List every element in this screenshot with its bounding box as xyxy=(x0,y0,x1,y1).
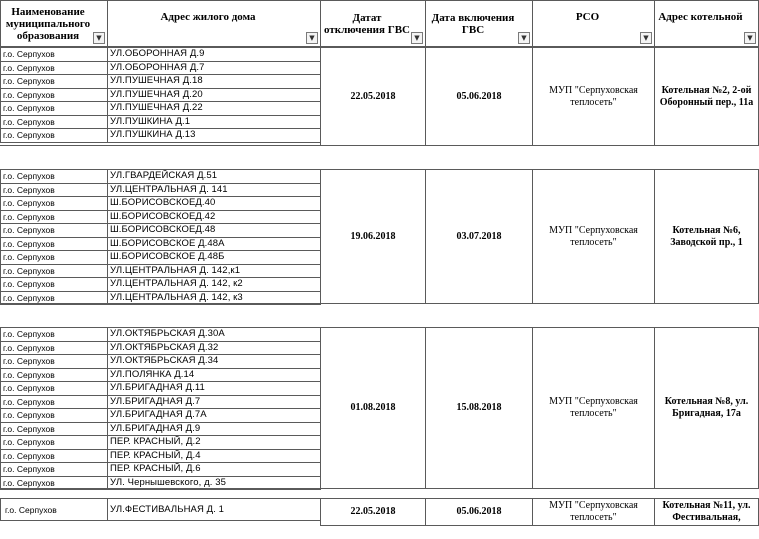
off-date-cell[interactable] xyxy=(320,47,426,146)
filter-dropdown-icon[interactable]: ▼ xyxy=(640,32,652,44)
table-row-address[interactable]: УЛ.ЦЕНТРАЛЬНАЯ Д. 142,к1 xyxy=(107,264,321,279)
on-date-cell-text: 15.08.2018 xyxy=(456,402,502,413)
table-row-address[interactable]: УЛ.БРИГАДНАЯ Д.7 xyxy=(107,395,321,410)
table-row-municipality[interactable]: г.о. Серпухов xyxy=(0,128,108,143)
rso-cell[interactable] xyxy=(532,47,655,146)
table-row-municipality[interactable]: г.о. Серпухов xyxy=(0,183,108,198)
table-row-municipality[interactable]: г.о. Серпухов xyxy=(0,381,108,396)
table-row-municipality[interactable]: г.о. Серпухов xyxy=(0,88,108,103)
header-address-label: Адрес жилого дома xyxy=(160,11,256,23)
table-row-address[interactable]: УЛ. Чернышевского, д. 35 xyxy=(107,476,321,491)
table-row-municipality[interactable]: г.о. Серпухов xyxy=(0,435,108,450)
table-row-municipality[interactable]: г.о. Серпухов xyxy=(0,368,108,383)
table-row-municipality[interactable]: г.о. Серпухов xyxy=(0,101,108,116)
table-row-municipality[interactable]: г.о. Серпухов xyxy=(0,354,108,369)
table-row-municipality[interactable]: г.о. Серпухов xyxy=(0,341,108,356)
table-row-address[interactable]: УЛ.ОБОРОННАЯ Д.9 xyxy=(107,47,321,62)
off-date-cell-text: 22.05.2018 xyxy=(350,506,396,517)
header-rso-label: РСО xyxy=(575,11,600,23)
table-row-municipality[interactable]: г.о. Серпухов xyxy=(0,449,108,464)
table-row-municipality[interactable]: г.о. Серпухов xyxy=(0,395,108,410)
on-date-cell[interactable] xyxy=(425,169,533,304)
rso-cell-text: МУП "Серпуховская теплосеть" xyxy=(549,396,638,419)
rso-cell-text: МУП "Серпуховская теплосеть" xyxy=(549,84,638,108)
table-row-address[interactable]: УЛ.ФЕСТИВАЛЬНАЯ Д. 1 xyxy=(107,498,321,521)
header-municipality xyxy=(0,0,108,47)
table-row-municipality[interactable]: г.о. Серпухов xyxy=(0,115,108,130)
table-row-address[interactable]: УЛ.БРИГАДНАЯ Д.11 xyxy=(107,381,321,396)
header-off-date xyxy=(320,0,426,47)
table-row-address[interactable]: УЛ.ПУШЕЧНАЯ Д.20 xyxy=(107,88,321,103)
boiler-address-cell[interactable] xyxy=(654,498,759,526)
table-row-address[interactable]: УЛ.ПУШКИНА Д.1 xyxy=(107,115,321,130)
table-row-municipality[interactable]: г.о. Серпухов xyxy=(0,291,108,306)
table-row-address[interactable]: ПЕР. КРАСНЫЙ, Д.6 xyxy=(107,462,321,477)
table-row-address[interactable]: УЛ.ОКТЯБРЬСКАЯ Д.32 xyxy=(107,341,321,356)
table-row-address[interactable]: ПЕР. КРАСНЫЙ, Д.4 xyxy=(107,449,321,464)
header-municipality-label: Наименование муниципального образования xyxy=(5,5,91,42)
on-date-cell-text: 05.06.2018 xyxy=(456,506,502,517)
off-date-cell-text: 19.06.2018 xyxy=(350,230,396,242)
on-date-cell[interactable] xyxy=(425,498,533,526)
on-date-cell[interactable] xyxy=(425,327,533,489)
table-row-address[interactable]: УЛ.ПОЛЯНКА Д.14 xyxy=(107,368,321,383)
header-on-date xyxy=(425,0,533,47)
table-row-municipality[interactable]: г.о. Серпухов xyxy=(0,250,108,265)
table-row-address[interactable]: Ш.БОРИСОВСКОЕД.42 xyxy=(107,210,321,225)
table-row-address[interactable]: УЛ.БРИГАДНАЯ Д.9 xyxy=(107,422,321,437)
rso-cell[interactable] xyxy=(532,169,655,304)
off-date-cell[interactable] xyxy=(320,327,426,489)
header-off-date-label: Датат отключения ГВС xyxy=(324,11,410,36)
table-row-address[interactable]: УЛ.ОКТЯБРЬСКАЯ Д.34 xyxy=(107,354,321,369)
on-date-cell[interactable] xyxy=(425,47,533,146)
table-row-address[interactable]: УЛ.ПУШКИНА Д.13 xyxy=(107,128,321,143)
boiler-address-cell-text: Котельная №11, ул. Фестивальная, xyxy=(662,500,751,523)
table-row-municipality[interactable]: г.о. Серпухов xyxy=(0,47,108,62)
table-row-municipality[interactable]: г.о. Серпухов xyxy=(0,61,108,76)
filter-dropdown-icon[interactable]: ▼ xyxy=(93,32,105,44)
header-boiler-label: Адрес котельной xyxy=(658,11,743,23)
off-date-cell[interactable] xyxy=(320,169,426,304)
table-row-municipality[interactable]: г.о. Серпухов xyxy=(0,462,108,477)
table-row-address[interactable]: УЛ.ОКТЯБРЬСКАЯ Д.30А xyxy=(107,327,321,342)
header-rso xyxy=(532,0,655,47)
table-row-municipality[interactable]: г.о. Серпухов xyxy=(0,498,108,521)
table-row-address[interactable]: УЛ.ГВАРДЕЙСКАЯ Д.51 xyxy=(107,169,321,184)
table-row-address[interactable]: УЛ.ЦЕНТРАЛЬНАЯ Д. 142, к3 xyxy=(107,291,321,306)
table-row-municipality[interactable]: г.о. Серпухов xyxy=(0,422,108,437)
filter-dropdown-icon[interactable]: ▼ xyxy=(744,32,756,44)
header-boiler xyxy=(654,0,759,47)
table-row-address[interactable]: Ш.БОРИСОВСКОЕД.40 xyxy=(107,196,321,211)
table-row-address[interactable]: Ш.БОРИСОВСКОЕ Д.48Б xyxy=(107,250,321,265)
off-date-cell[interactable] xyxy=(320,498,426,526)
empty-separator-row xyxy=(0,488,759,499)
table-row-address[interactable]: УЛ.ПУШЕЧНАЯ Д.22 xyxy=(107,101,321,116)
boiler-address-cell-text: Котельная №8, ул. Бригадная, 17а xyxy=(664,396,749,419)
on-date-cell-text: 03.07.2018 xyxy=(456,230,502,242)
table-row-municipality[interactable]: г.о. Серпухов xyxy=(0,476,108,491)
rso-cell[interactable] xyxy=(532,327,655,489)
table-row-municipality[interactable]: г.о. Серпухов xyxy=(0,237,108,252)
rso-cell-text: МУП "Серпуховская теплосеть" xyxy=(549,224,638,248)
table-row-municipality[interactable]: г.о. Серпухов xyxy=(0,74,108,89)
off-date-cell-text: 22.05.2018 xyxy=(350,90,396,102)
rso-cell[interactable] xyxy=(532,498,655,526)
table-row-address[interactable]: УЛ.ЦЕНТРАЛЬНАЯ Д. 142, к2 xyxy=(107,277,321,292)
table-row-address[interactable]: УЛ.ОБОРОННАЯ Д.7 xyxy=(107,61,321,76)
filter-dropdown-icon[interactable]: ▼ xyxy=(411,32,423,44)
table-row-address[interactable]: Ш.БОРИСОВСКОЕД.48 xyxy=(107,223,321,238)
table-row-address[interactable]: УЛ.ПУШЕЧНАЯ Д.18 xyxy=(107,74,321,89)
table-row-municipality[interactable]: г.о. Серпухов xyxy=(0,169,108,184)
boiler-address-cell-text: Котельная №2, 2-ой Оборонный пер., 11а xyxy=(659,84,754,108)
empty-separator-row xyxy=(0,145,759,170)
boiler-address-cell[interactable] xyxy=(654,327,759,489)
rso-cell-text: МУП "Серпуховская теплосеть" xyxy=(549,500,638,523)
table-row-municipality[interactable]: г.о. Серпухов xyxy=(0,196,108,211)
filter-dropdown-icon[interactable]: ▼ xyxy=(518,32,530,44)
empty-separator-row xyxy=(0,303,759,328)
boiler-address-cell[interactable] xyxy=(654,47,759,146)
header-on-date-label: Дата включения ГВС xyxy=(431,11,515,36)
table-row-address[interactable]: УЛ.ЦЕНТРАЛЬНАЯ Д. 141 xyxy=(107,183,321,198)
boiler-address-cell[interactable] xyxy=(654,169,759,304)
filter-dropdown-icon[interactable]: ▼ xyxy=(306,32,318,44)
table-row-address[interactable]: ПЕР. КРАСНЫЙ, Д.2 xyxy=(107,435,321,450)
on-date-cell-text: 05.06.2018 xyxy=(456,90,502,102)
table-row-address[interactable]: УЛ.БРИГАДНАЯ Д.7А xyxy=(107,408,321,423)
off-date-cell-text: 01.08.2018 xyxy=(350,402,396,413)
table-row-municipality[interactable]: г.о. Серпухов xyxy=(0,223,108,238)
table-row-address[interactable]: Ш.БОРИСОВСКОЕ Д.48А xyxy=(107,237,321,252)
header-address xyxy=(107,0,321,47)
table-row-municipality[interactable]: г.о. Серпухов xyxy=(0,264,108,279)
table-row-municipality[interactable]: г.о. Серпухов xyxy=(0,408,108,423)
table-row-municipality[interactable]: г.о. Серпухов xyxy=(0,327,108,342)
table-row-municipality[interactable]: г.о. Серпухов xyxy=(0,210,108,225)
boiler-address-cell-text: Котельная №6, Заводской пр., 1 xyxy=(670,224,743,248)
table-row-municipality[interactable]: г.о. Серпухов xyxy=(0,277,108,292)
